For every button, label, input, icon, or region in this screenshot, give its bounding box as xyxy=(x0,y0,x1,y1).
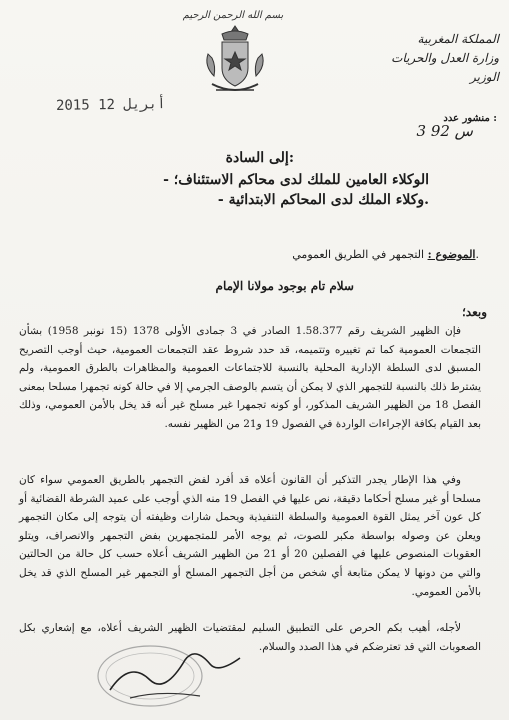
opening-word: وبعد؛ xyxy=(461,305,487,319)
paragraph-text: وفي هذا الإطار يجدر التذكير أن القانون أعلاه قد أفرد لفض التجمهر بالطريق العمومي سواء كان مسلحا أو غير مسلح أحكاما دقيقة، نص عليها في الفصل 19 منه الذي أوجب على عميد الشرطة القضائية أو كل عون آخر يمثل القوة العمومية والسلطة التنفيذية ويحمل شارات وظيفته أن يتوجه إلى مكان التجمهر ويعلن عن وصوله بواسطة مكبر للصوت، ثم يوجه الأمر للمتجمهرين بفض التجمهر والانصراف، ويتلو العقوبات المنصوص عليها في الفصلين 20 أو 21 من الظهير الشريف أعلاه حسب كل حالة من الحالتين والتي من دونها لا يمكن متابعة أي شخص من أجل التجمهر المسلح أو التجمهر غير المسلح الذي قد يخل بالأمن العمومي. xyxy=(19,474,481,598)
ministry-line: وزارة العدل والحريات xyxy=(391,51,499,65)
kingdom-line: المملكة المغربية xyxy=(417,32,499,46)
subject-label: الموضوع : xyxy=(427,248,476,261)
basmala: بسم الله الرحمن الرحيم xyxy=(182,10,284,21)
paragraph-2 xyxy=(19,471,481,601)
paragraph-text: لأجله، أهيب بكم الحرص على التطبيق السليم لمقتضيات الظهير الشريف أعلاه، مع إشعاري بكل الصعوبات التي قد تعترضكم في هذا الصدد والسلام. xyxy=(19,622,481,653)
minister-line: الوزير xyxy=(470,70,499,84)
ministry-header xyxy=(379,30,499,87)
circular-number: 3 س 92 xyxy=(416,122,473,140)
paragraph-text: فإن الظهير الشريف رقم 1.58.377 الصادر في 3 جمادى الأولى 1378 (15 نونبر 1958) بشأن التجمعات العمومية كما تم تغييره وتتميمه، قد حدد شروط عقد التجمعات العمومية، حيث أوجب التصريح المسبق لدى السلطة الإدارية المحلية بالنسبة للاجتماعات العمومية والمظاهرات بالطرق العمومية، ولم يشترط ذلك بالنسبة للتجمهر الذي لا يمكن أن يتسم بالوصف الجرمي إلا في حالة كونه تجمهرا مسلحا بمعنى الفصل 18 من الظهير الشريف المذكور، أو كونه تجمهرا غير مسلح غير أنه قد يخل بالأمن العمومي، وذلك بعد القيام بكافة الإجراءات الواردة في الفصول 19 و21 من الظهير نفسه. xyxy=(19,325,482,430)
royal-emblem-icon xyxy=(200,24,270,98)
paragraph-1 xyxy=(19,322,481,434)
greeting: سلام تام بوجود مولانا الإمام xyxy=(215,279,354,293)
subject-line xyxy=(292,248,479,261)
received-date-stamp: 2015 أبريل 12 xyxy=(55,96,166,114)
addressee-line-1: - الوكلاء العامين للملك لدى محاكم الاستئناف؛ xyxy=(163,172,429,188)
signature-stamp-icon xyxy=(90,640,260,710)
addressee-title: إلى السادة: xyxy=(225,150,294,166)
subject-text: التجمهر في الطريق العمومي. xyxy=(292,248,479,261)
addressee-line-2: - وكلاء الملك لدى المحاكم الابتدائية. xyxy=(217,192,429,208)
circular-label: منشور عدد : xyxy=(443,113,497,124)
